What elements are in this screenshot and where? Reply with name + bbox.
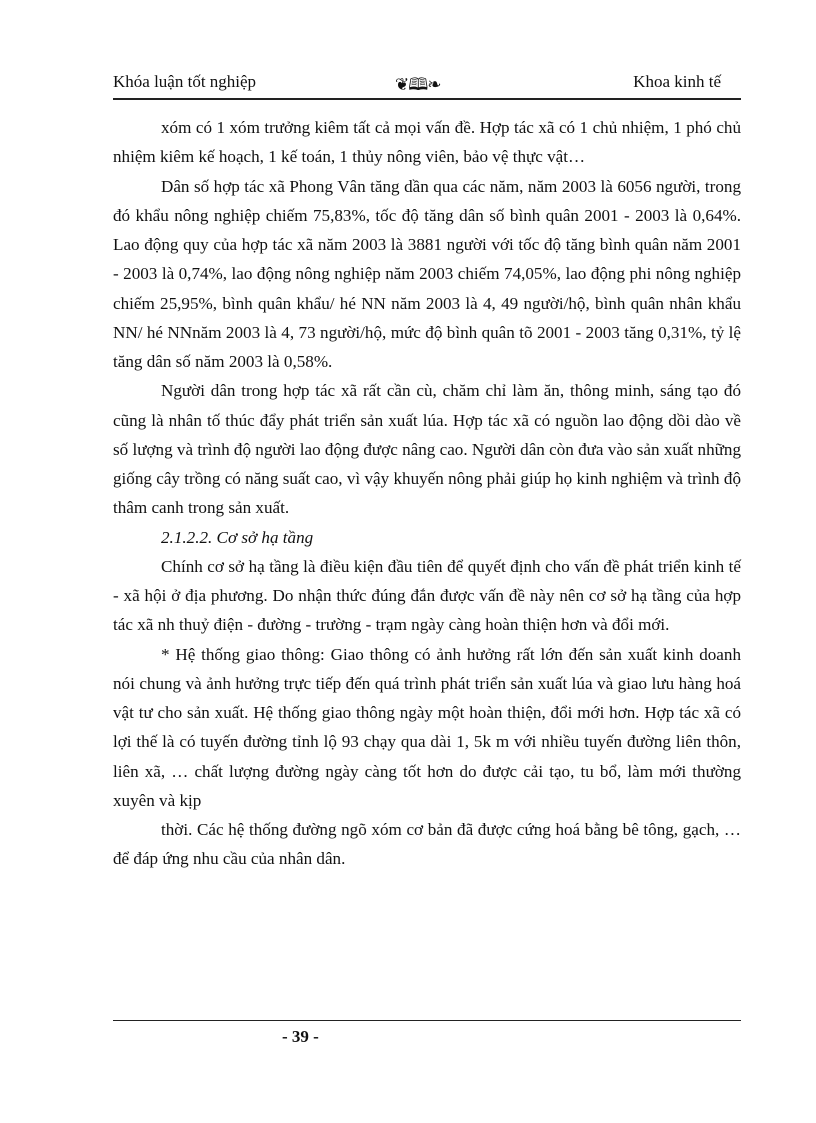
header-left-text: Khóa luận tốt nghiệp <box>113 72 257 91</box>
section-heading: 2.1.2.2. Cơ sở hạ tầng <box>161 527 314 547</box>
paragraph-1: xóm có 1 xóm trưởng kiêm tất cả mọi vấn đề. Hợp tác xã có 1 chủ nhiệm, 1 phó chủ nhiệm kiêm kế hoạch, 1 kế toán, 1 thủy nông viên, bảo vệ thực vật… <box>113 118 741 167</box>
header-right-text: Khoa kinh tế <box>633 72 721 91</box>
page-number: - 39 - <box>282 1027 319 1046</box>
paragraph-2: Dân số hợp tác xã Phong Vân tăng dần qua các năm, năm 2003 là 6056 người, trong đó khẩu nông nghiệp chiếm 75,83%, tốc độ tăng dân số bình quân 2001 - 2003 là 0,64%. Lao động quy của hợp tác xã năm 2003 là 3881 người với tốc độ tăng bình quân năm 2001 - 2003 là 0,74%, lao động nông nghiệp năm 2003 chiếm 74,05%, lao động phi nông nghiệp chiếm 25,95%, bình quân khẩu/ hé NN năm 2003 là 4, 49 người/hộ, bình quân nhân khẩu NN/ hé NNnăm 2003 là 4, 73 người/hộ, mức độ bình quân tõ 2001 - 2003 tăng 0,31%, tỷ lệ tăng dân số năm 2003 là 0,58%. <box>113 176 741 371</box>
paragraph-5: * Hệ thống giao thông: Giao thông có ảnh hưởng rất lớn đến sản xuất kinh doanh nói chung và ảnh hưởng trực tiếp đến quá trình phát triển sản xuất lúa và giao lưu hàng hoá vật tư cho sản xuất. Hệ thống giao thông ngày một hoàn thiện, đổi mới hơn. Hợp tác xã có lợi thế là có tuyến đường tỉnh lộ 93 chạy qua dài 1, 5k m với nhiều tuyến đường liên thôn, liên xã, … chất lượng đường ngày càng tốt hơn do được cải tạo, tu bổ, làm mới thường xuyên và kịp <box>113 644 741 810</box>
page-header <box>113 70 741 100</box>
paragraph-4: Chính cơ sở hạ tầng là điều kiện đầu tiên để quyết định cho vấn đề phát triển kinh tế - xã hội ở địa phương. Do nhận thức đúng đắn được vấn đề này nên cơ sở hạ tầng của hợp tác xã nh thuỷ điện - đường - trường - trạm ngày càng hoàn thiện hơn và đổi mới. <box>113 556 741 635</box>
paragraph-3: Người dân trong hợp tác xã rất cần cù, chăm chỉ làm ăn, thông minh, sáng tạo đó cũng là nhân tố thúc đẩy phát triển sản xuất lúa. Hợp tác xã có nguồn lao động dồi dào về số lượng và trình độ người lao động được nâng cao. Người dân còn đưa vào sản xuất những giống cây trồng có năng suất cao, vì vậy khuyến nông phải giúp họ kinh nghiệm và trình độ thâm canh trong sản xuất. <box>113 381 741 518</box>
footer-divider <box>113 1020 741 1021</box>
header-book-ornament-icon: ❦🕮❧ <box>395 75 441 95</box>
page-body <box>113 113 741 874</box>
paragraph-6: thời. Các hệ thống đường ngõ xóm cơ bản đã được cứng hoá bằng bê tông, gạch, … để đáp ứng nhu cầu của nhân dân. <box>113 820 741 869</box>
